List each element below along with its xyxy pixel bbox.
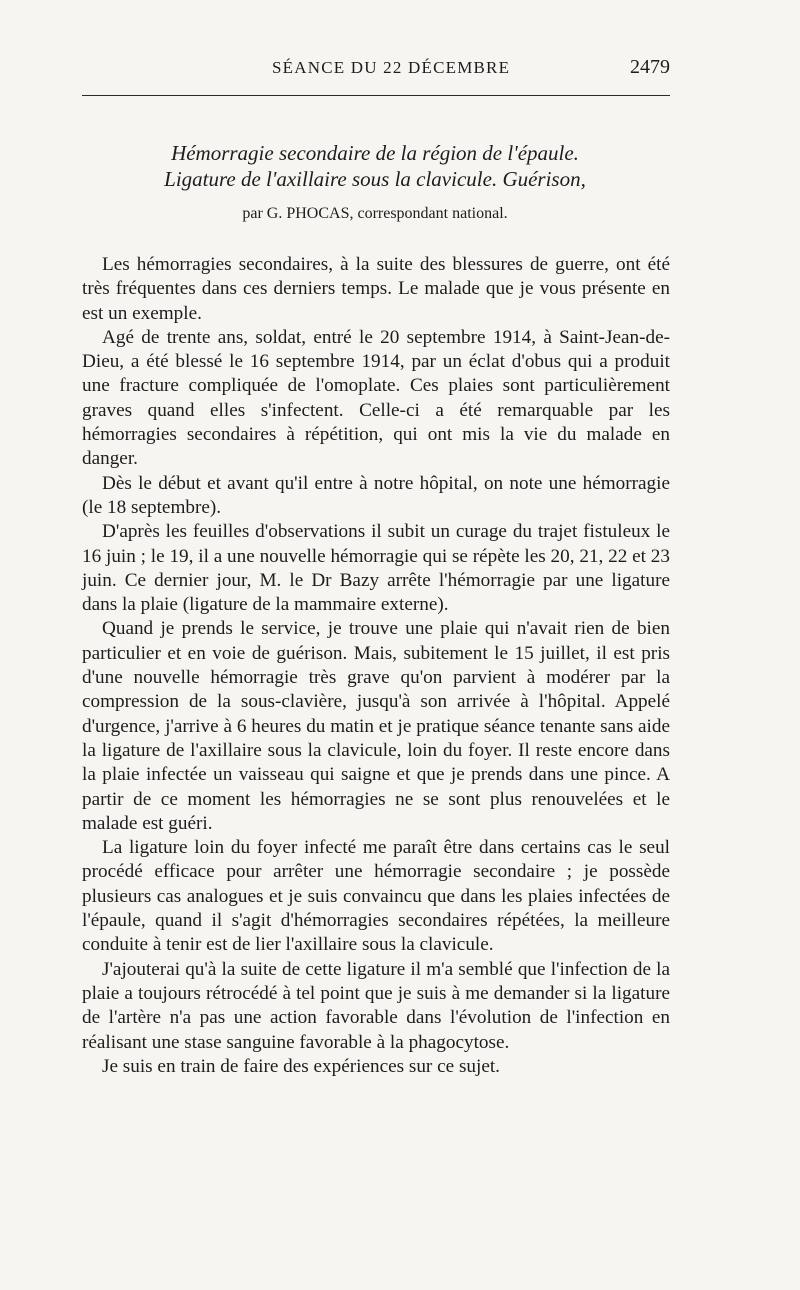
- paragraph: J'ajouterai qu'à la suite de cette ligature il m'a semblé que l'infection de la plaie a toujours rétrocédé à tel point que je suis à me demander si la ligature de l'artère n'a pas une action favorable dans l'évolution de l'infection en réalisant une stase sanguine favorable à la phagocytose.: [82, 958, 670, 1053]
- article-body: [82, 253, 670, 1079]
- article-title: [80, 140, 670, 192]
- paragraph: Dès le début et avant qu'il entre à notre hôpital, on note une hémorragie (le 18 septembre).: [82, 472, 670, 518]
- paragraph: Les hémorragies secondaires, à la suite des blessures de guerre, ont été très fréquentes dans ces derniers temps. Le malade que je vous présente en est un exemple.: [82, 254, 670, 324]
- paragraph: Quand je prends le service, je trouve une plaie qui n'avait rien de bien particulier et en voie de guérison. Mais, subitement le 15 juillet, il est pris d'une nouvelle hémorragie très grave qu'on parvient à modérer par la compression de la sous-clavière, jusqu'à son arrivée à l'hôpital. Appelé d'urgence, j'arrive à 6 heures du matin et je pratique séance tenante sans aide la ligature de l'axillaire sous la clavicule, loin du foyer. Il reste encore dans la plaie infectée un vaisseau qui saigne et que je prends dans une pince. A partir de ce moment les hémorragies ne se sont plus renouvelées et le malade est guéri.: [82, 618, 670, 834]
- paragraph: D'après les feuilles d'observations il subit un curage du trajet fistuleux le 16 juin ; le 19, il a une nouvelle hémorragie qui se répète les 20, 21, 22 et 23 juin. Ce dernier jour, M. le Dr Bazy arrête l'hémorragie par une ligature dans la plaie (ligature de la mammaire externe).: [82, 521, 670, 616]
- article-byline: par G. PHOCAS, correspondant national.: [242, 205, 508, 222]
- page-number: 2479: [630, 56, 670, 78]
- page-header: [80, 58, 670, 88]
- running-head: SÉANCE DU 22 DÉCEMBRE: [272, 58, 511, 77]
- paragraph: La ligature loin du foyer infecté me paraît être dans certains cas le seul procédé efficace pour arrêter une hémorragie secondaire ; je possède plusieurs cas analogues et je suis convaincu que dans les plaies infectées de l'épaule, quand il s'agit d'hémorragies secondaires répétées, la meilleure conduite à tenir est de lier l'axillaire sous la clavicule.: [82, 837, 670, 956]
- paragraph: Agé de trente ans, soldat, entré le 20 septembre 1914, à Saint-Jean-de-Dieu, a été blessé le 16 septembre 1914, par un éclat d'obus qui a produit une fracture compliquée de l'omoplate. Ces plaies sont particulièrement graves quand elles s'infectent. Celle-ci a été remarquable par les hémorragies secondaires à répétition, qui ont mis la vie du malade en danger.: [82, 326, 670, 470]
- paragraph: Je suis en train de faire des expériences sur ce sujet.: [102, 1055, 500, 1077]
- header-rule: [82, 95, 670, 96]
- article-title-line-2: Ligature de l'axillaire sous la clavicule. Guérison,: [164, 167, 586, 191]
- article-title-line-1: Hémorragie secondaire de la région de l'épaule.: [171, 141, 579, 165]
